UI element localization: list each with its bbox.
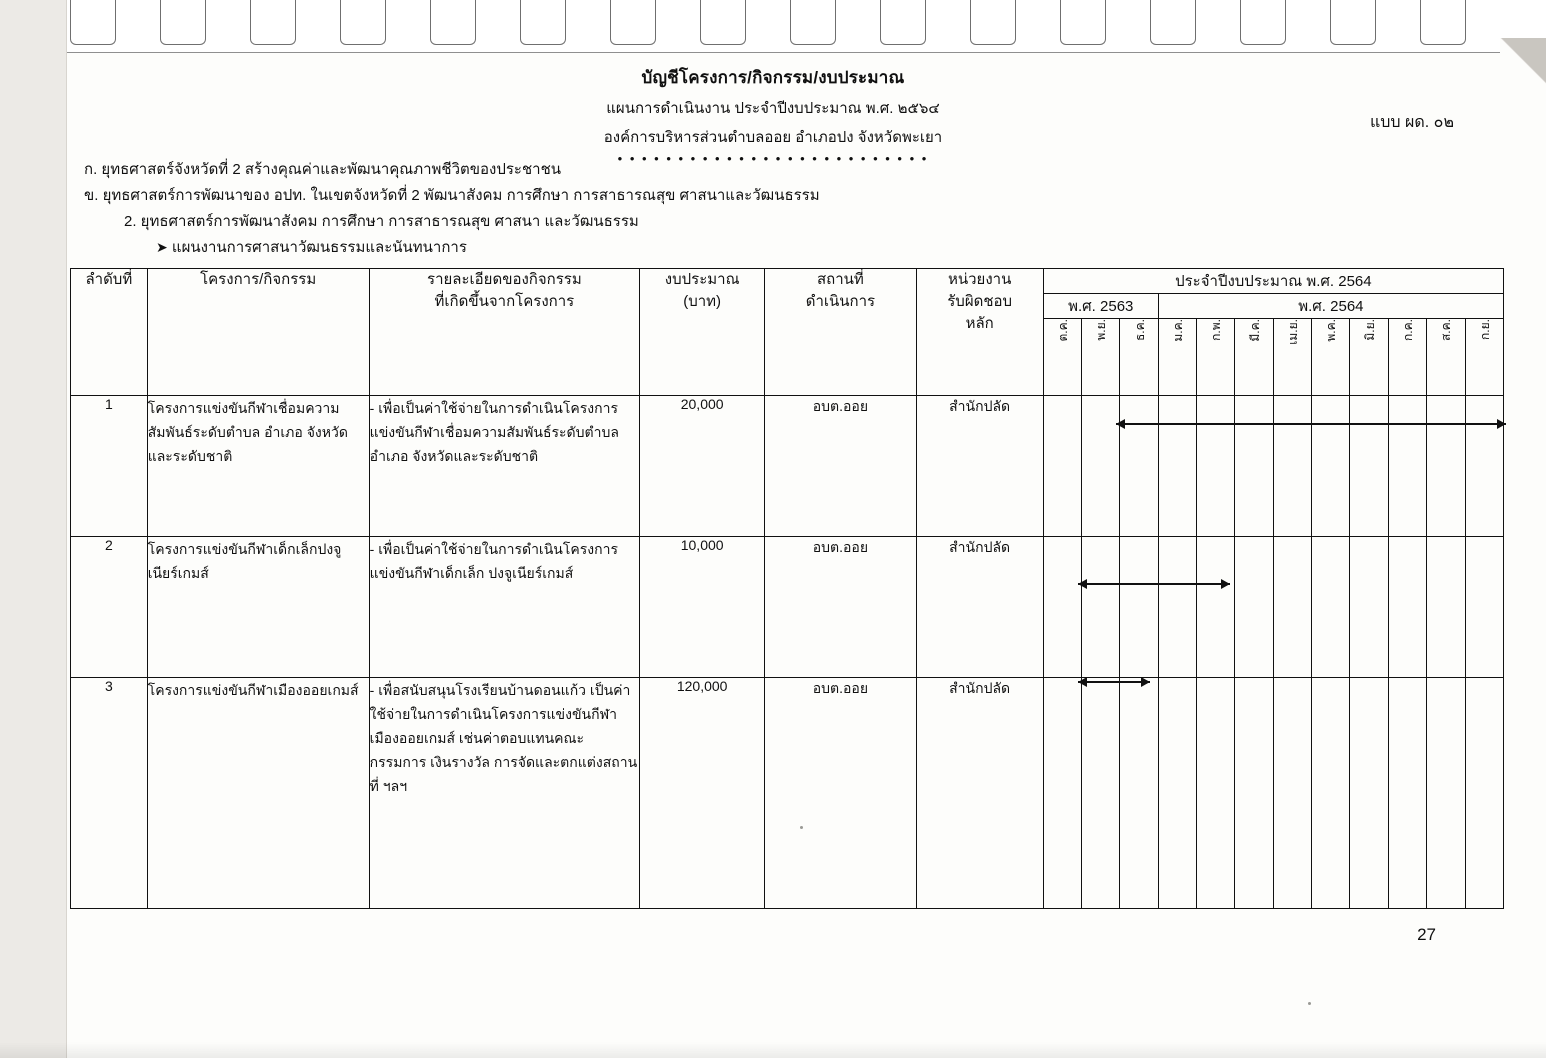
col-header-org-line2: รับผิดชอบ xyxy=(947,293,1013,310)
spiral-punch-holes xyxy=(0,0,1546,52)
row-2-month-11 xyxy=(1427,537,1465,678)
col-header-org-line1: หน่วยงาน xyxy=(947,271,1012,288)
col-header-month-6: มี.ค. xyxy=(1235,319,1273,396)
row-3-month-2 xyxy=(1082,678,1120,909)
col-header-month-3: ธ.ค. xyxy=(1120,319,1158,396)
row-3-budget: 120,000 xyxy=(640,678,765,909)
row-2-place: อบต.ออย xyxy=(765,537,916,678)
row-1-month-9 xyxy=(1350,396,1388,537)
col-header-budget-line2: (บาท) xyxy=(683,293,722,310)
form-code-label: แบบ ผด. ๐๒ xyxy=(1369,114,1454,131)
row-1-detail: - เพื่อเป็นค่าใช้จ่ายในการดำเนินโครงการแข่งขันกีฬาเชื่อมความสัมพันธ์ระดับตำบล อำเภอ จังหวัดและระดับชาติ xyxy=(369,396,639,537)
table-row xyxy=(71,537,1504,678)
project-budget-table xyxy=(70,268,1504,909)
row-1-month-7 xyxy=(1273,396,1311,537)
row-3-month-7 xyxy=(1273,678,1311,909)
col-header-month-2: พ.ย. xyxy=(1082,319,1120,396)
table-row xyxy=(71,678,1504,909)
row-3-month-8 xyxy=(1312,678,1350,909)
row-1-place: อบต.ออย xyxy=(765,396,916,537)
col-header-project: โครงการ/กิจกรรม xyxy=(147,269,369,396)
row-2-detail: - เพื่อเป็นค่าใช้จ่ายในการดำเนินโครงการแข่งขันกีฬาเด็กเล็ก ปงจูเนียร์เกมส์ xyxy=(369,537,639,678)
row-2-no: 2 xyxy=(71,537,148,678)
document-header xyxy=(0,64,1546,166)
row-2-month-6 xyxy=(1235,537,1273,678)
col-header-budget xyxy=(640,269,765,396)
col-header-year-2563: พ.ศ. 2563 xyxy=(1043,294,1158,319)
col-header-month-11: ส.ค. xyxy=(1427,319,1465,396)
row-2-month-12 xyxy=(1465,537,1504,678)
row-2-month-3 xyxy=(1120,537,1158,678)
row-2-org: สำนักปลัด xyxy=(916,537,1043,678)
col-header-detail-line1: รายละเอียดของกิจกรรม xyxy=(427,271,582,288)
page-bottom-shadow xyxy=(0,1042,1546,1058)
row-3-no: 3 xyxy=(71,678,148,909)
row-1-month-1 xyxy=(1043,396,1081,537)
col-header-no: ลำดับที่ xyxy=(71,269,148,396)
col-header-detail-line2: ที่เกิดขึ้นจากโครงการ xyxy=(434,293,575,310)
col-header-month-8: พ.ค. xyxy=(1312,319,1350,396)
row-3-month-10 xyxy=(1388,678,1426,909)
row-3-month-3 xyxy=(1120,678,1158,909)
strategy-line-b: ข. ยุทธศาสตร์การพัฒนาของ อปท. ในเขตจังหวัดที่ 2 พัฒนาสังคม การศึกษา การสาธารณสุข ศาสนาและวัฒนธรรม xyxy=(84,187,820,204)
row-3-detail: - เพื่อสนับสนุนโรงเรียนบ้านดอนแก้ว เป็นค่าใช้จ่ายในการดำเนินโครงการแข่งขันกีฬาเมืองออยเกมส์ เช่นค่าตอบแทนคณะกรรมการ เงินรางวัล การจัดและตกแต่งสถานที่ ฯลฯ xyxy=(369,678,639,909)
col-header-month-4: ม.ค. xyxy=(1158,319,1196,396)
table-row xyxy=(71,396,1504,537)
row-3-month-1 xyxy=(1043,678,1081,909)
col-header-year-2564: พ.ศ. 2564 xyxy=(1158,294,1503,319)
row-1-project: โครงการแข่งขันกีฬาเชื่อมความสัมพันธ์ระดับตำบล อำเภอ จังหวัดและระดับชาติ xyxy=(147,396,369,537)
document-subtitle-plan-year: แผนการดำเนินงาน ประจำปีงบประมาณ พ.ศ. ๒๕๖๔ xyxy=(606,100,940,117)
row-2-month-10 xyxy=(1388,537,1426,678)
row-1-org: สำนักปลัด xyxy=(916,396,1043,537)
row-2-month-8 xyxy=(1312,537,1350,678)
row-3-month-9 xyxy=(1350,678,1388,909)
row-1-month-11 xyxy=(1427,396,1465,537)
scan-speck xyxy=(1308,1002,1311,1005)
row-3-place: อบต.ออย xyxy=(765,678,916,909)
row-3-month-4 xyxy=(1158,678,1196,909)
row-2-project: โครงการแข่งขันกีฬาเด็กเล็กปงจูเนียร์เกมส์ xyxy=(147,537,369,678)
arrow-bullet-icon: ➤ xyxy=(156,239,168,255)
col-header-month-10: ก.ค. xyxy=(1388,319,1426,396)
row-1-month-10 xyxy=(1388,396,1426,537)
row-1-month-3 xyxy=(1120,396,1158,537)
row-1-no: 1 xyxy=(71,396,148,537)
col-header-org xyxy=(916,269,1043,396)
row-2-month-1 xyxy=(1043,537,1081,678)
col-header-budget-line1: งบประมาณ xyxy=(664,271,740,288)
row-3-project: โครงการแข่งขันกีฬาเมืองออยเกมส์ xyxy=(147,678,369,909)
strategy-section xyxy=(84,158,1284,262)
row-3-org: สำนักปลัด xyxy=(916,678,1043,909)
col-header-month-5: ก.พ. xyxy=(1197,319,1235,396)
col-header-month-9: มิ.ย. xyxy=(1350,319,1388,396)
col-header-place-line1: สถานที่ xyxy=(816,271,864,288)
row-1-month-12 xyxy=(1465,396,1504,537)
row-2-month-2 xyxy=(1082,537,1120,678)
col-header-place xyxy=(765,269,916,396)
row-1-month-8 xyxy=(1312,396,1350,537)
row-3-month-5 xyxy=(1197,678,1235,909)
col-header-month-1: ต.ค. xyxy=(1043,319,1081,396)
page-number: 27 xyxy=(1417,925,1436,944)
row-1-month-5 xyxy=(1197,396,1235,537)
row-1-budget: 20,000 xyxy=(640,396,765,537)
col-header-org-line3: หลัก xyxy=(965,315,994,332)
decorative-dotted-divider: • • • • • • • • • • • • • • • • • • • • • • • • • • xyxy=(617,151,929,166)
document-title: บัญชีโครงการ/กิจกรรม/งบประมาณ xyxy=(641,68,905,87)
col-header-detail xyxy=(369,269,639,396)
row-1-month-4 xyxy=(1158,396,1196,537)
plan-line-label: แผนงานการศาสนาวัฒนธรรมและนันทนาการ xyxy=(171,239,467,256)
row-1-month-2 xyxy=(1082,396,1120,537)
col-header-month-7: เม.ย. xyxy=(1273,319,1311,396)
col-header-month-12: ก.ย. xyxy=(1465,319,1504,396)
col-header-fiscal-year: ประจำปีงบประมาณ พ.ศ. 2564 xyxy=(1043,269,1503,294)
row-1-month-6 xyxy=(1235,396,1273,537)
row-2-month-7 xyxy=(1273,537,1311,678)
row-2-budget: 10,000 xyxy=(640,537,765,678)
document-subtitle-organization: องค์การบริหารส่วนตำบลออย อำเภอปง จังหวัดพะเยา xyxy=(603,129,943,146)
row-2-month-9 xyxy=(1350,537,1388,678)
strategy-line-2: 2. ยุทธศาสตร์การพัฒนาสังคม การศึกษา การสาธารณสุข ศาสนา และวัฒนธรรม xyxy=(124,213,639,230)
row-3-month-12 xyxy=(1465,678,1504,909)
plan-line xyxy=(156,236,1284,259)
col-header-place-line2: ดำเนินการ xyxy=(805,293,876,310)
row-2-month-5 xyxy=(1197,537,1235,678)
row-3-month-6 xyxy=(1235,678,1273,909)
row-2-month-4 xyxy=(1158,537,1196,678)
strategy-line-a: ก. ยุทธศาสตร์จังหวัดที่ 2 สร้างคุณค่าและพัฒนาคุณภาพชีวิตของประชาชน xyxy=(84,161,562,178)
row-3-month-11 xyxy=(1427,678,1465,909)
